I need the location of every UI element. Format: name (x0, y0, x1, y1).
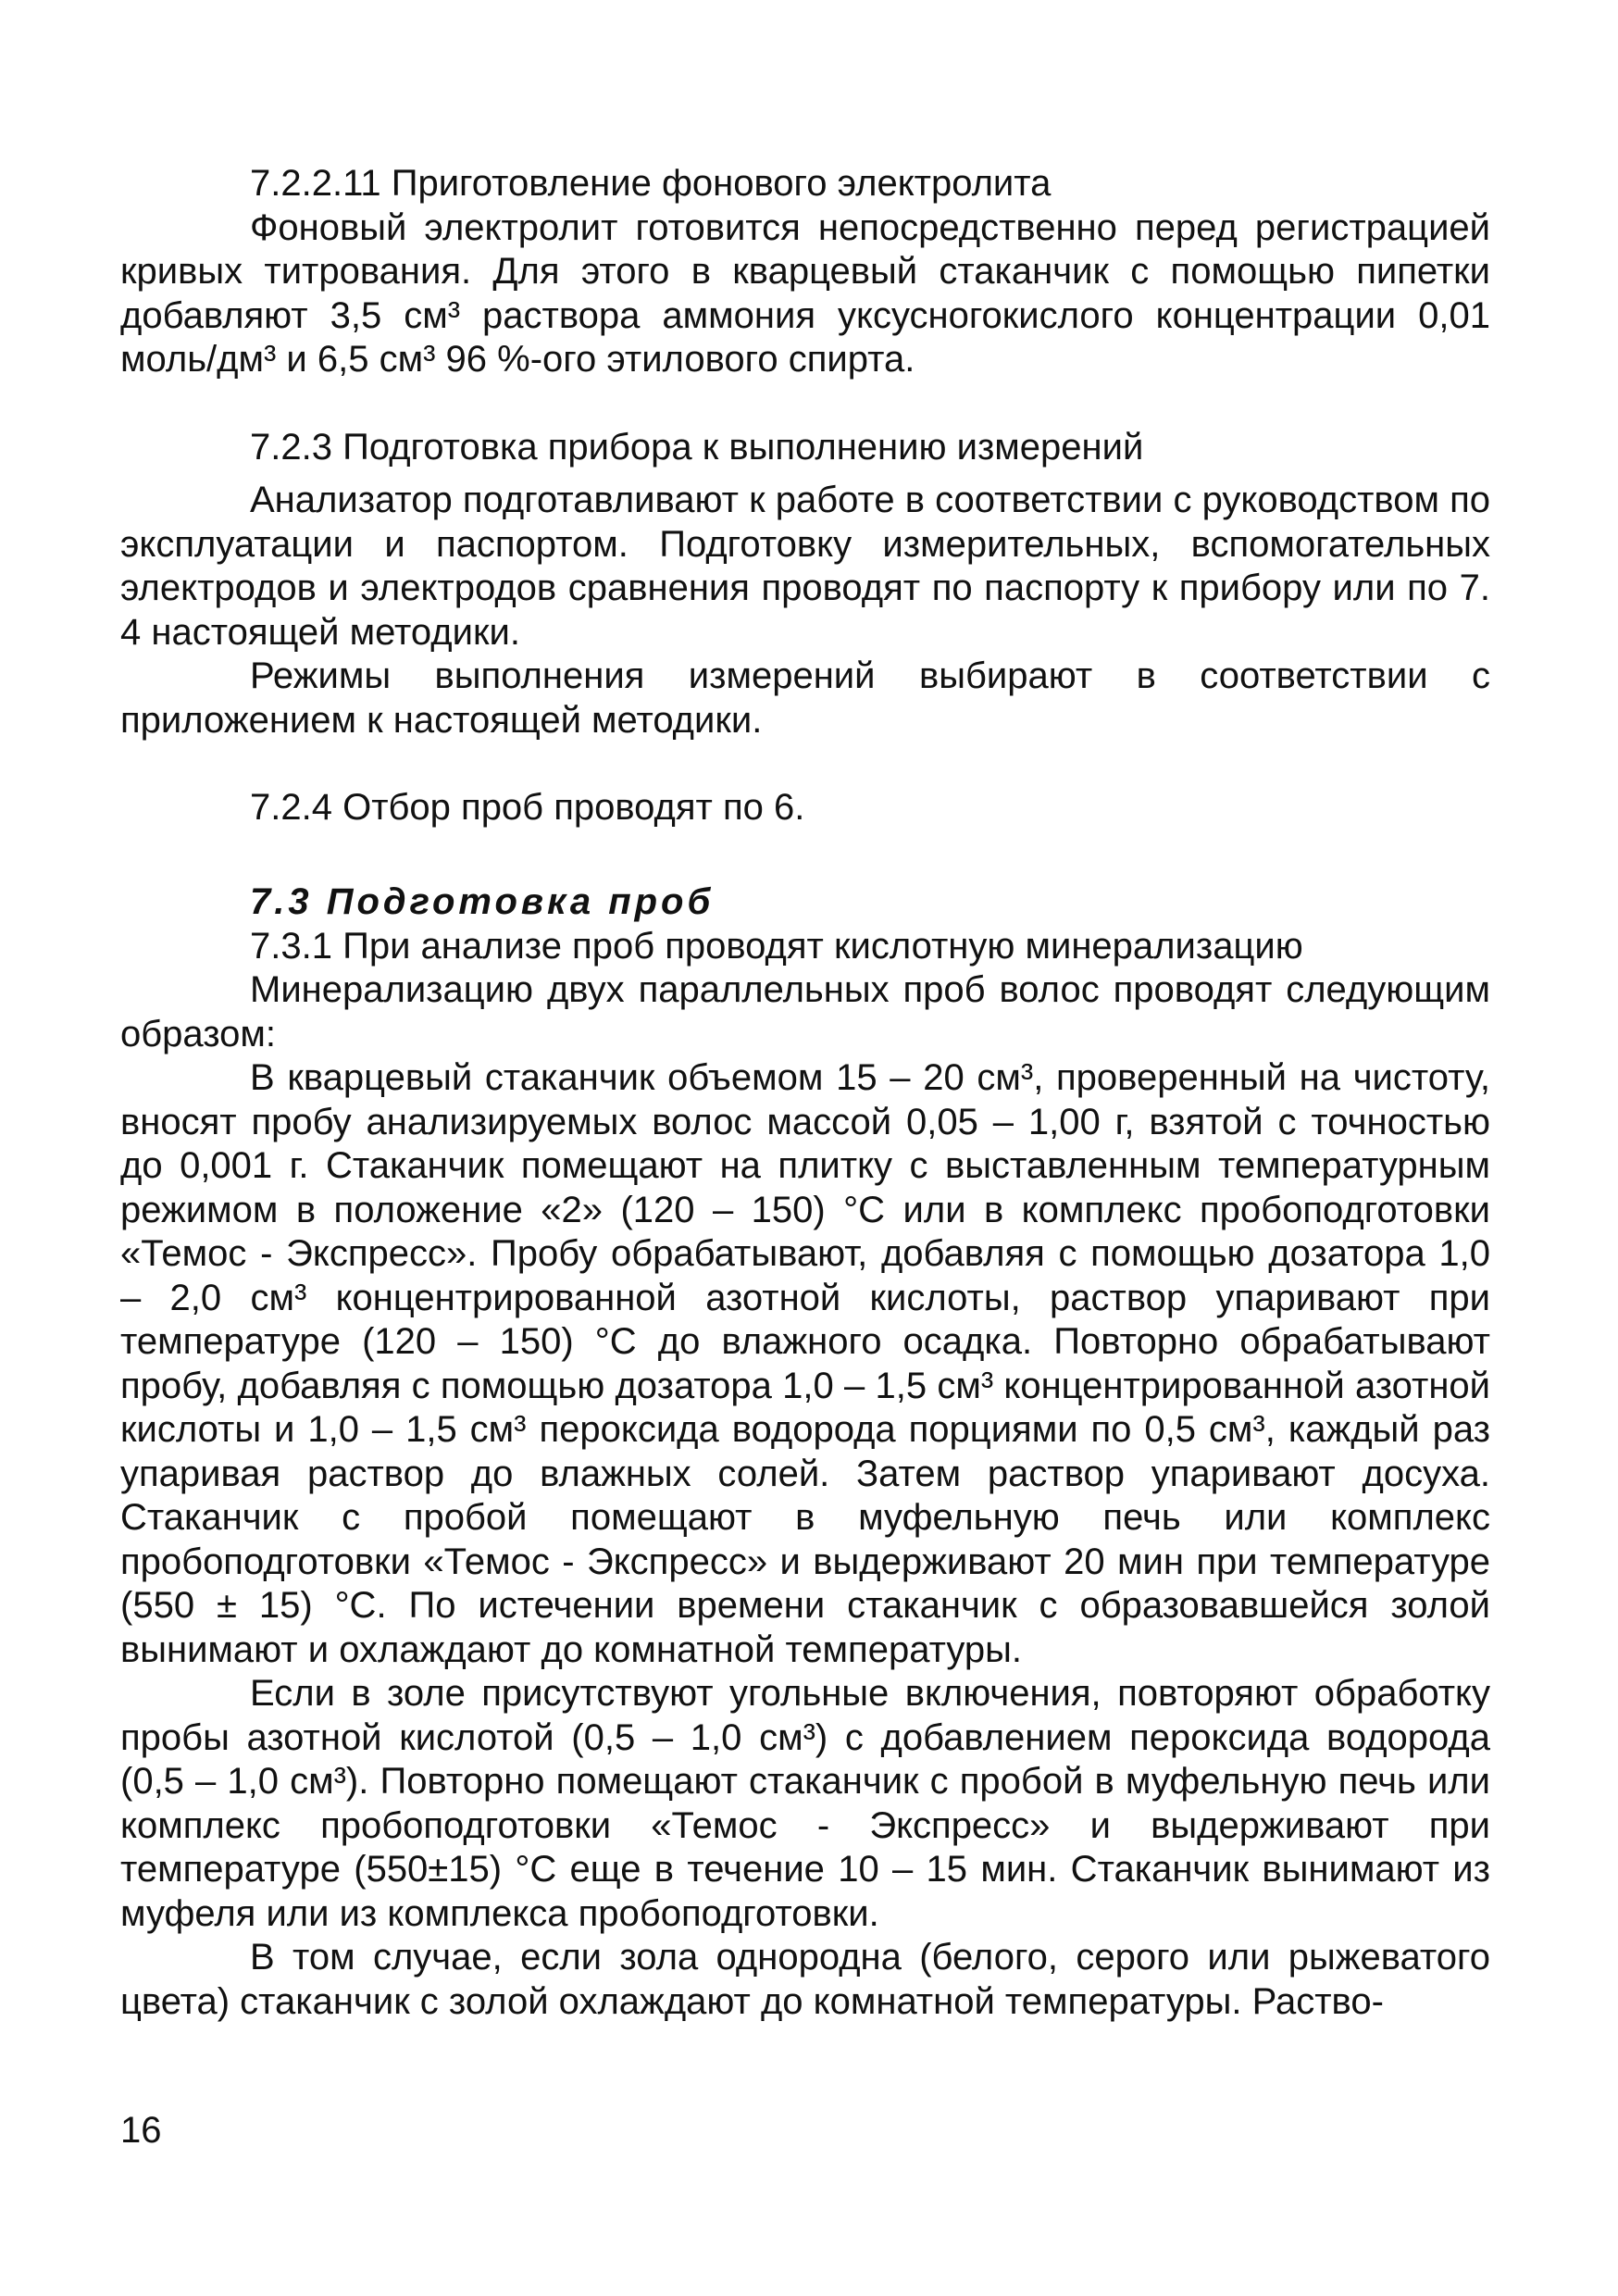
paragraph-mineralization-procedure: В кварцевый стаканчик объемом 15 – 20 см³, проверенный на чистоту, вносят пробу анализируемых волос массой 0,05 – 1,00 г, взятой с точностью до 0,001 г. Стаканчик помещают на плитку с выставленным температурным режимом в положение «2» (120 – 150) °С или в комплекс пробоподготовки «Темос - Экспресс». Пробу обрабатывают, добавляя с помощью дозатора 1,0 – 2,0 см³ концентрированной азотной кислоты, раствор упаривают при температуре (120 – 150) °С до влажного осадка. Повторно обрабатывают пробу, добавляя с помощью дозатора 1,0 – 1,5 см³ концентрированной азотной кислоты и 1,0 – 1,5 см³ пероксида водорода порциями по 0,5 см³, каждый раз упаривая раствор до влажных солей. Затем раствор упаривают досуха. Стаканчик с пробой помещают в муфельную печь или комплекс пробоподготовки «Темос - Экспресс» и выдерживают 20 мин при температуре (550 ± 15) °С. По истечении времени стаканчик с образовавшейся золой вынимают и охлаждают до комнатной температуры. (120, 1057, 1490, 1670)
paragraph-background-electrolyte: Фоновый электролит готовится непосредственно перед регистрацией кривых титрования. Для этого в кварцевый стаканчик с помощью пипетки добавляют 3,5 см³ раствора аммония уксусногокислого концентрации 0,01 моль/дм³ и 6,5 см³ 96 %-ого этилового спирта. (120, 206, 1490, 380)
section-heading-7-3: 7.3 Подготовка проб (250, 880, 715, 922)
paragraph-analyzer-preparation: Анализатор подготавливают к работе в соответствии с руководством по эксплуатации и паспортом. Подготовку измерительных, вспомогательных электродов и электродов сравнения проводят по паспорту к прибору или по 7. 4 настоящей методики. (120, 480, 1490, 653)
paragraph-coal-inclusions: Если в золе присутствуют угольные включения, повторяют обработку пробы азотной кислотой (0,5 – 1,0 см³) с добавлением пероксида водорода (0,5 – 1,0 см³). Повторно помещают стаканчик с пробой в муфельную печь или комплекс пробоподготовки «Темос - Экспресс» и выдерживают при температуре (550±15) °С еще в течение 10 – 15 мин. Стаканчик вынимают из муфеля или из комплекса пробоподготовки. (120, 1673, 1490, 1934)
section-heading-7-2-3: 7.2.3 Подготовка прибора к выполнению измерений (250, 426, 1144, 468)
paragraph-mineralization-intro: Минерализацию двух параллельных проб волос проводят следующим образом: (120, 969, 1490, 1054)
page-number: 16 (120, 2110, 162, 2151)
section-heading-7-2-2-11: 7.2.2.11 Приготовление фонового электролита (250, 163, 1052, 204)
paragraph-measurement-modes: Режимы выполнения измерений выбирают в соответствии с приложением к настоящей методики. (120, 655, 1490, 741)
document-page (120, 162, 1490, 2024)
section-heading-7-2-4: 7.2.4 Отбор проб проводят по 6. (250, 787, 805, 828)
paragraph-7-3-1: 7.3.1 При анализе проб проводят кислотную минерализацию (250, 925, 1303, 967)
paragraph-homogeneous-ash: В том случае, если зола однородна (белого, серого или рыжеватого цвета) стаканчик с золой охлаждают до комнатной температуры. Раство- (120, 1937, 1490, 2022)
